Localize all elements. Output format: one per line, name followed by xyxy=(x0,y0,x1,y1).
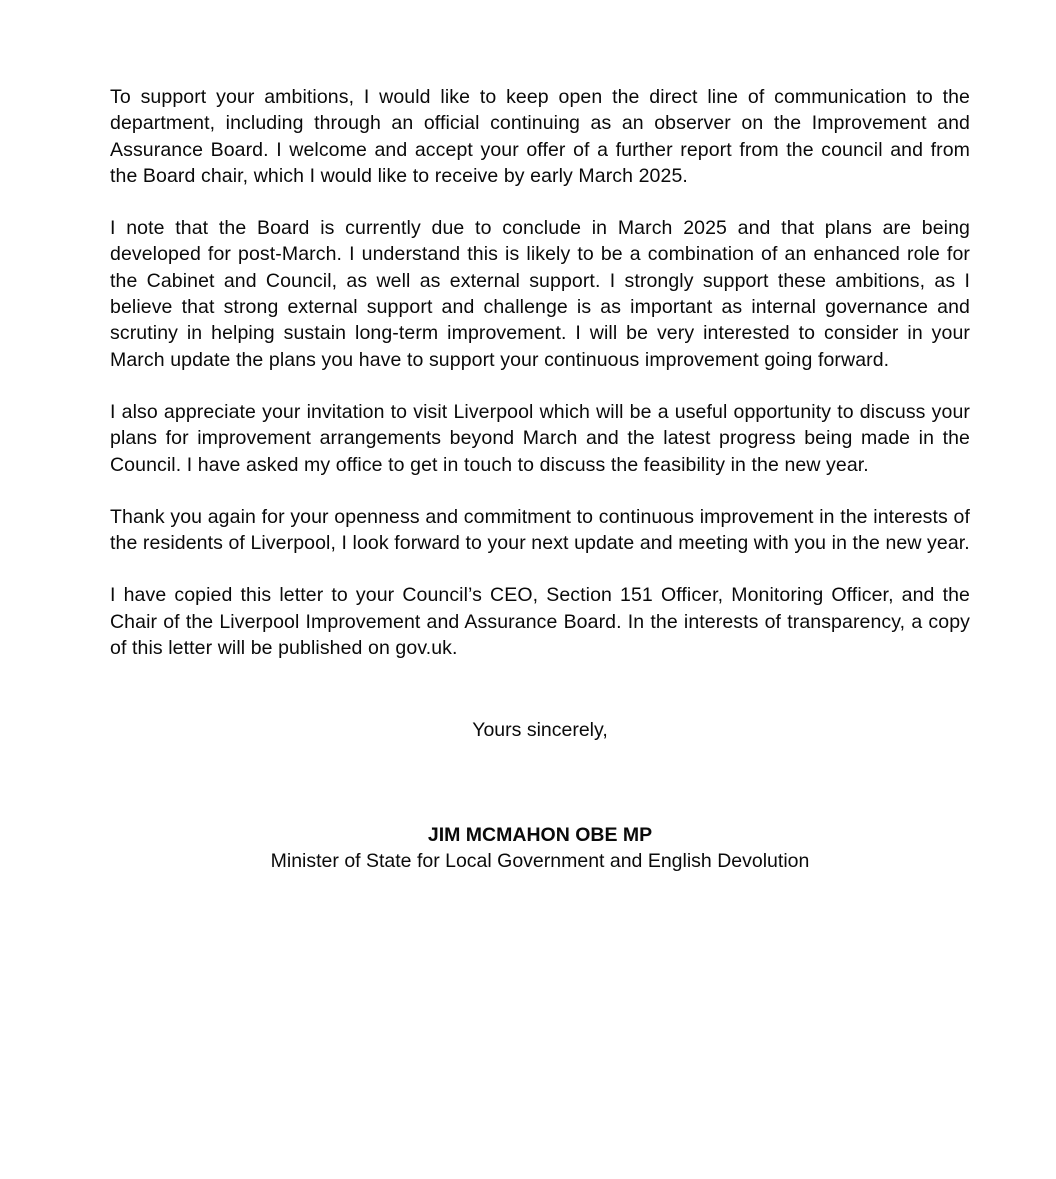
signatory-name: JIM MCMAHON OBE MP xyxy=(427,823,653,846)
letter-paragraph-3: I also appreciate your invitation to visit Liverpool which will be a useful opportunity to discuss your plans for improvement arrangements beyond March and the latest progress being made in the Council. I have asked my office to get in touch to discuss the feasibility in the new year. xyxy=(110,400,970,476)
letter-paragraph-1: To support your ambitions, I would like to keep open the direct line of communication to the department, including through an official continuing as an observer on the Improvement and Assurance Board. I welcome and accept your offer of a further report from the council and from the Board chair, which I would like to receive by early March 2025. xyxy=(110,86,970,187)
letter-paragraph-2: I note that the Board is currently due to conclude in March 2025 and that plans are being developed for post-March. I understand this is likely to be a combination of an enhanced role for the Cabinet and Council, as well as external support. I strongly support these ambitions, as I believe that strong external support and challenge is as important as internal governance and scrutiny in helping sustain long-term improvement. I will be very interested to consider in your March update the plans you have to support your continuous improvement going forward. xyxy=(110,217,970,371)
letter-paragraph-4: Thank you again for your openness and commitment to continuous improvement in the interests of the residents of Liverpool, I look forward to your next update and meeting with you in the new year. xyxy=(110,505,970,555)
letter-closing: Yours sincerely, xyxy=(472,719,608,742)
signature-block xyxy=(110,822,970,875)
signatory-title: Minister of State for Local Government and English Devolution xyxy=(270,849,810,872)
letter-paragraph-5: I have copied this letter to your Council’s CEO, Section 151 Officer, Monitoring Officer, and the Chair of the Liverpool Improvement and Assurance Board. In the interests of transparency, a copy of this letter will be published on gov.uk. xyxy=(110,584,970,660)
letter-body xyxy=(110,84,970,874)
